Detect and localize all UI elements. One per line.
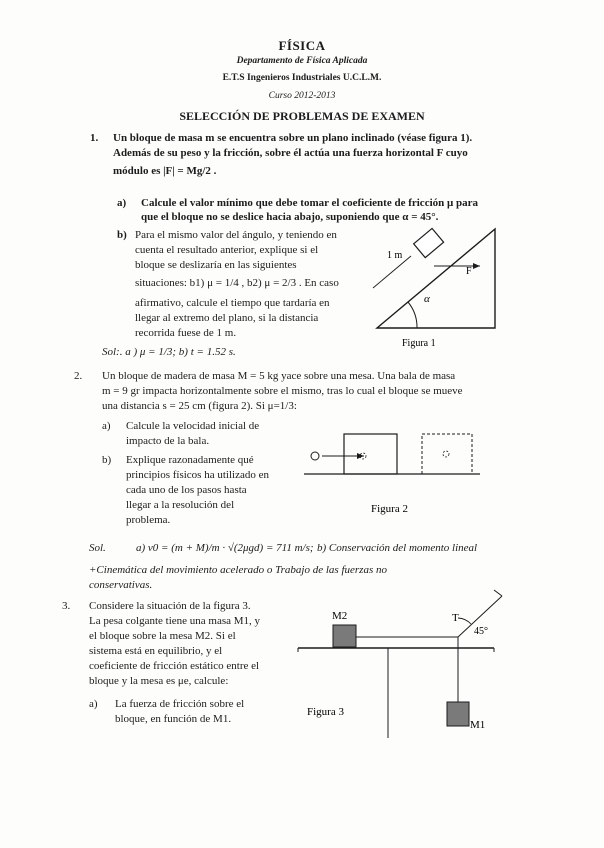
- problem-2-solution-line-3: conservativas.: [89, 579, 153, 591]
- problem-2b-label: b): [102, 454, 112, 466]
- problem-1-solution: Sol:. a ) μ = 1/3; b) t = 1.52 s.: [102, 346, 236, 358]
- problem-1b-line-3: bloque se deslizaría en las siguientes: [135, 259, 297, 271]
- figure-3-hanging-mass: [296, 588, 516, 740]
- problem-2a-label: a): [102, 420, 111, 432]
- problem-3-statement-line-4: sistema está en equilibrio, y el: [89, 645, 223, 657]
- problem-1b-label: b): [117, 229, 127, 241]
- problem-3-statement-line-2: La pesa colgante tiene una masa M1, y: [89, 615, 261, 627]
- section-title: SELECCIÓN DE PROBLEMAS DE EXAMEN: [179, 109, 425, 123]
- problem-3a-line-1: La fuerza de fricción sobre el: [115, 698, 245, 710]
- figure-2-caption: Figura 2: [371, 503, 408, 515]
- problem-2b-line-4: llegar a la resolución del: [126, 499, 235, 511]
- problem-1a-label: a): [117, 197, 127, 209]
- figure-3-m1-label: M1: [470, 719, 486, 731]
- department-line: Departamento de Física Aplicada: [236, 56, 368, 66]
- problem-3-number: 3.: [62, 600, 71, 612]
- problem-2b-line-3: cada uno de los pasos hasta: [126, 484, 247, 496]
- course-line: Curso 2012-2013: [268, 91, 336, 101]
- problem-2-solution-label: Sol.: [89, 542, 106, 554]
- page-title: FÍSICA: [278, 38, 326, 53]
- school-line: E.T.S Ingenieros Industriales U.C.L.M.: [222, 73, 382, 83]
- problem-1b-line-6: llegar al extremo del plano, si la distancia: [135, 312, 319, 324]
- problem-2b-line-5: problema.: [126, 514, 171, 526]
- problem-2a-line-1: Calcule la velocidad inicial de: [126, 420, 260, 432]
- problem-1b-line-2: cuenta el resultado anterior, explique si el: [135, 244, 319, 256]
- figure-3-m2-label: M2: [332, 610, 348, 622]
- problem-3a-line-2: bloque, en función de M1.: [115, 713, 232, 725]
- problem-3-statement-line-6: bloque y la mesa es μe, calcule:: [89, 675, 229, 687]
- problem-1b-line-4: situaciones: b1) μ = 1/4 , b2) μ = 2/3 . En caso: [135, 277, 339, 289]
- problem-3-statement-line-1: Considere la situación de la figura 3.: [89, 600, 251, 612]
- problem-2b-line-2: principios físicos ha utilizado en: [126, 469, 269, 481]
- problem-1-statement-line-2: Además de su peso y la fricción, sobre él actúa una fuerza horizontal F cuyo: [113, 147, 468, 159]
- problem-2-solution-line-2: +Cinemática del movimiento acelerado o Trabajo de las fuerzas no: [89, 564, 387, 576]
- figure-1-caption: Figura 1: [402, 338, 436, 349]
- problem-1-statement-line-1: Un bloque de masa m se encuentra sobre un plano inclinado (véase figura 1).: [113, 132, 473, 144]
- problem-1b-line-7: recorrida fuese de 1 m.: [135, 327, 237, 339]
- problem-3-statement-line-3: el bloque sobre la mesa M2. Si el: [89, 630, 236, 642]
- figure-1-angle-label: α: [424, 293, 430, 305]
- figure-2-bullet-block: [304, 428, 480, 520]
- problem-3a-label: a): [89, 698, 98, 710]
- problem-2-solution-b: b) Conservación del momento lineal: [317, 542, 478, 554]
- figure-1-length-label: 1 m: [387, 250, 403, 261]
- problem-2-statement-line-3: una distancia s = 25 cm (figura 2). Si μ=1/3:: [102, 400, 297, 412]
- problem-2b-line-1: Explique razonadamente qué: [126, 454, 254, 466]
- problem-1a-line-2: que el bloque no se deslice hacia abajo, suponiendo que α = 45°.: [141, 211, 439, 223]
- figure-3-caption: Figura 3: [307, 706, 344, 718]
- problem-1a-line-1: Calcule el valor mínimo que debe tomar el coeficiente de fricción μ para: [141, 197, 478, 209]
- problem-2-statement-line-1: Un bloque de madera de masa M = 5 kg yace sobre una mesa. Una bala de masa: [102, 370, 456, 382]
- problem-1-number: 1.: [90, 132, 99, 144]
- problem-1b-line-5: afirmativo, calcule el tiempo que tardaría en: [135, 297, 330, 309]
- problem-2a-line-2: impacto de la bala.: [126, 435, 210, 447]
- figure-1-inclined-plane: [365, 222, 525, 357]
- problem-1-statement-line-3: módulo es |F| = Mg/2 .: [113, 165, 217, 177]
- figure-3-t-label: T: [452, 612, 459, 624]
- figure-1-force-label: F: [466, 266, 472, 277]
- problem-2-solution-a: a) v0 = (m + M)/m · √(2μgd) = 711 m/s;: [136, 542, 314, 554]
- problem-2-number: 2.: [74, 370, 83, 382]
- problem-2-statement-line-2: m = 9 gr impacta horizontalmente sobre el mismo, tras lo cual el bloque se mueve: [102, 385, 463, 397]
- problem-1b-line-1: Para el mismo valor del ángulo, y teniendo en: [135, 229, 337, 241]
- figure-3-angle-label: 45°: [474, 626, 488, 637]
- problem-3-statement-line-5: coeficiente de fricción estático entre el: [89, 660, 260, 672]
